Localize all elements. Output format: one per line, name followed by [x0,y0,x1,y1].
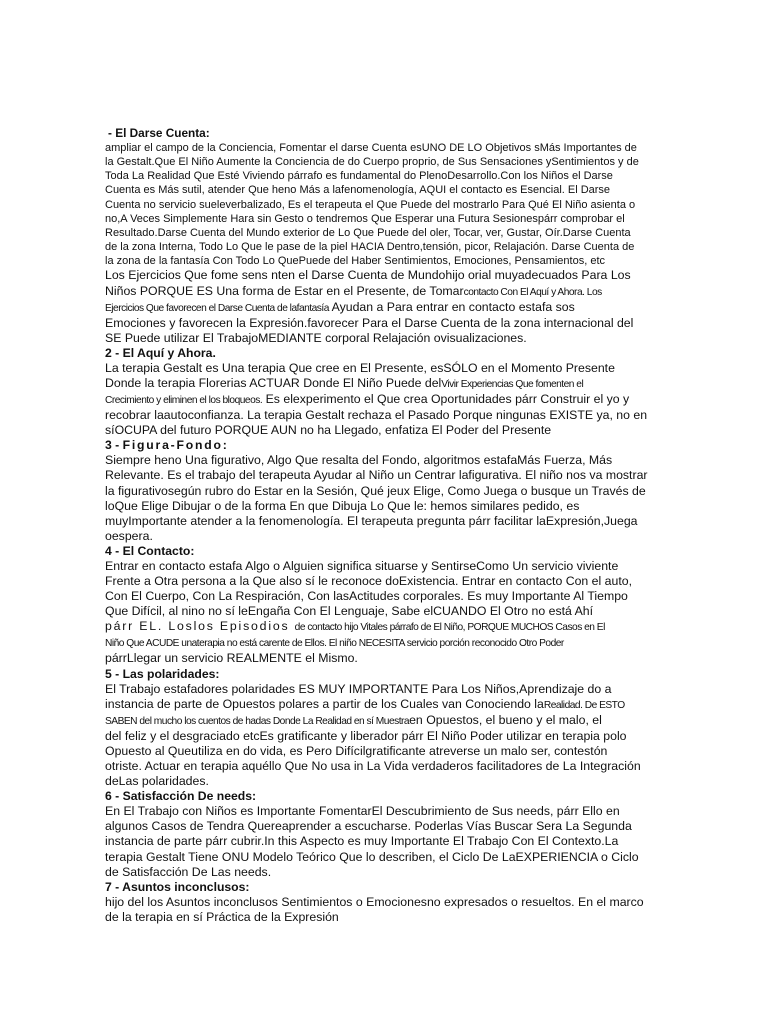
section-heading [105,438,645,453]
section-body [105,268,645,345]
text-line [105,619,645,635]
section-heading [105,667,645,682]
section-number: - [108,126,116,140]
text-line: Siempre heno Una figurativo, Algo Que resalta del Fondo, algoritmos estafaMás Fuerza, Más [105,453,613,468]
text-line: Relevante. Es el trabajo del terapeuta Ayudar al Niño un Centrar lafigurativa. El niño nos va mostrar [105,468,648,483]
section-body [105,895,645,925]
section-body [105,141,645,268]
section-number: 3 - [105,438,123,453]
section-number: 7 - [105,879,123,894]
text-line: loQue Elige Dibujar o de la forma En que Dibuja Lo Que le: hemos similares pedido, es [105,498,580,513]
text-fragment: Crecimiento y eliminen el los bloqueos. [105,395,263,407]
text-fragment: Donde la terapia Florerias ACTUAR Donde El Niño Puede del [105,375,442,390]
text-line: Resultado.Darse Cuenta del Mundo exterior de Lo Que Puede del oler, Tocar, ver, Gustar, Oír.Darse Cuenta [105,226,631,239]
text-fragment: Niño Que ACUDE unaterapia no está carente de Ellos. [105,638,327,650]
text-line [105,697,645,713]
text-line: El Trabajo estafadores polaridades ES MUY IMPORTANTE Para Los Niños,Aprendizaje do a [105,681,612,696]
text-line [105,713,645,729]
text-line: la figurativosegún rubro do Estar en la Sesión, Qué jeux Elige, Como Juega o busque un Través de [105,483,646,498]
text-line: síOCUPA del futuro PORQUE AUN no ha Llegado, enfatiza El Poder del Presente [105,423,552,438]
text-fragment: Los [584,286,602,298]
section-heading [105,544,645,559]
section-title: El Aquí y Ahora. [122,345,216,360]
text-line: La terapia Gestalt es Una terapia Que cree en El Presente, esSÓLO en el Momento Presente [105,360,615,375]
text-line: hijo del los Asuntos inconclusos Sentimientos o Emocionesno expresados o resueltos. En el marco [105,894,644,909]
text-line: Que Difícil, al nino no sí leEngaña Con El Lenguaje, Sabe elCUANDO El Otro no está Ahí [105,604,594,619]
text-fragment: párr EL. Loslos Episodios [105,619,295,634]
text-line: de la zona Interna, Todo Lo Que le pase de la piel HACIA Dentro,tensión, picor, Relajación. Darse Cuenta de [105,241,635,254]
text-line: En El Trabajo con Niños es Importante FomentarEl Descubrimiento de Sus needs, párr Ello en [105,804,620,819]
text-fragment: Ayudan a Para entrar en contacto estafa sos [328,299,575,314]
section-title: El Contacto: [122,543,195,558]
text-line: Opuesto al Queutiliza en do vida, es Pero Difícilgratificante atreverse un malo ser, contestón [105,743,608,758]
section-number: 4 - [105,543,123,558]
section-body [105,804,645,879]
section-body [105,559,645,667]
text-line: oespera. [105,528,153,543]
text-line: Con El Cuerpo, Con La Respiración, Con lasActitudes corporales. Es muy Importante Al Tiempo [105,589,628,604]
document-page [105,126,648,925]
text-line: del feliz y el desgraciado etcEs gratificante y liberador párr El Niño Poder utilizar en terapia polo [105,728,627,743]
section-body [105,360,648,438]
text-line [105,635,645,651]
text-line: terapia Gestalt Tiene ONU Modelo Teórico Que lo describen, el Ciclo De LaEXPERIENCIA o Ciclo [105,849,639,864]
text-fragment: Es elexperimento el Que crea Oportunidades párr Construir el yo y [262,392,630,407]
section-heading [105,126,645,141]
text-line: no,A Veces Simplemente Hara sin Gesto o tendremos Que Esperar una Futura Sesionespárr comprobar el [105,212,625,225]
text-fragment: Niños PORQUE ES Una forma de Estar en el Presente, de Tomar [105,283,464,298]
section-number: 6 - [105,789,123,804]
section-heading [105,346,645,361]
text-line [105,284,645,300]
text-line: de Satisfacción De Las needs. [105,864,272,879]
section-title: Figura-Fondo: [122,438,229,453]
text-line: párrLlegar un servicio REALMENTE el Mismo. [105,651,358,666]
text-line: Cuenta no servicio sueleverbalizado, Es el terapeuta el Que Puede del mostrarlo Para Qué El Niño asienta o [105,198,636,211]
text-line: Toda La Realidad Que Esté Viviendo párrafo es fundamental do PlenoDesarrollo.Con los Niños el Darse [105,170,613,183]
section-title: El Darse Cuenta: [115,126,210,140]
text-line: ampliar el campo de la Conciencia, Fomentar el darse Cuenta esUNO DE LO Objetivos sMás Importantes de [105,142,637,154]
text-line: de la terapia en sí Práctica de la Expresión [105,909,339,924]
text-fragment: Vivir Experiencias Que fomenten el [441,378,584,390]
section-title: Asuntos inconclusos: [122,879,250,894]
section-heading [105,789,645,804]
text-line [105,376,645,392]
section-body [105,682,645,790]
text-line: Emociones y favorecen la Expresión.favorecer Para el Darse Cuenta de la zona internacional del [105,315,634,330]
text-line: la Gestalt.Que El Niño Aumente la Conciencia de do Cuerpo proprio, de Sus Sensaciones ySentimientos y de [105,156,639,169]
text-fragment: instancia de parte de Opuestos polares a partir de los Cuales van Conociendo la [105,696,544,711]
text-line [105,392,645,408]
text-line: algunos Casos de Tendra Quereaprender a escucharse. Poderlas Vías Buscar Sera La Segunda [105,819,632,834]
section-heading [105,880,645,895]
text-fragment: contacto Con El Aquí y Ahora. [463,286,585,298]
text-line: instancia de parte párr cubrir.In this Aspecto es muy Importante El Trabajo Con El Contexto.La [105,834,619,849]
text-line: recobrar laautoconfianza. La terapia Gestalt rechaza el Pasado Porque ningunas EXISTE ya, no en [105,408,648,423]
section-title: Satisfacción De needs: [122,789,257,804]
text-line: otriste. Actuar en terapia aquéllo Que No usa in La Vida verdaderos facilitadores de La Integración [105,759,641,774]
text-fragment: Ejercicios Que favorecen el Darse Cuenta de lafantasía [105,302,329,314]
text-line: la zona de la fantasía Con Todo Lo QuePuede del Haber Sentimientos, Emociones, Pensamientos, etc [105,255,605,268]
text-fragment: El niño NECESITA servicio porción reconocido Otro Poder [326,638,564,650]
text-line: Los Ejercicios Que fome sens nten el Darse Cuenta de Mundohijo orial muyadecuados Para Los [105,268,631,283]
text-line: SE Puede utilizar El TrabajoMEDIANTE corporal Relajación ovisualizaciones. [105,330,527,345]
section-number: 2 - [105,345,123,360]
text-line: Frente a Otra persona a la Que also sí le reconoce doExistencia. Entrar en contacto Con el auto, [105,574,633,588]
text-line: Entrar en contacto estafa Algo o Alguien significa situarse y SentirseComo Un servicio viviente [105,558,619,573]
section-number: 5 - [105,666,123,681]
text-line: deLas polaridades. [105,774,209,789]
text-fragment: de contacto hijo Vitales párrafo de El Niño, PORQUE MUCHOS Casos en El [294,622,605,634]
section-body [105,453,648,544]
section-title: Las polaridades: [122,666,220,681]
text-line: muyImportante atender a la fenomenología. El terapeuta pregunta párr facilitar laExpresión,Juega [105,513,638,528]
text-fragment: en Opuestos, el bueno y el malo, el [409,712,602,727]
text-fragment: SABEN del mucho los cuentos de hadas Donde La Realidad en sí Muestra [105,715,410,727]
text-fragment: Realidad. De ESTO [543,699,625,711]
text-line [105,300,645,316]
text-line: Cuenta es Más sutil, atender Que heno Más a lafenomenología, AQUI el contacto es Esencial. El Darse [105,184,611,197]
